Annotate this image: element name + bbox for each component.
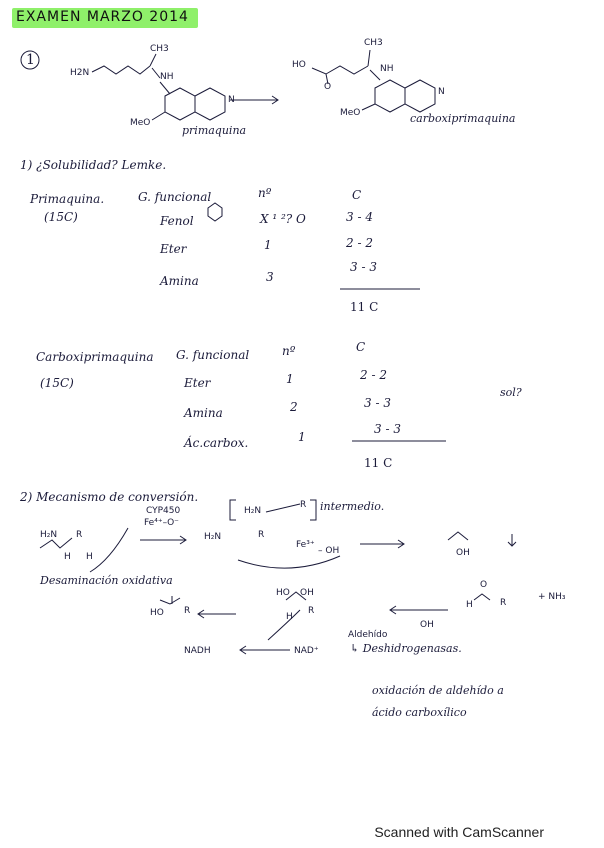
acid-structure [160,598,180,604]
product-nh [370,70,380,80]
primaquina-row-c: 3 - 3 [350,260,377,274]
carboxi-row-c: 3 - 3 [364,396,391,410]
camscanner-watermark: Scanned with CamScanner [374,824,544,840]
mech-label-h2n: H₂N [244,506,262,516]
carboxi-col-group: G. funcional [176,348,250,362]
oxidacion-line-1: oxidación de aldehído a [372,684,504,697]
oxidacion-line-2: ácido carboxílico [372,706,467,719]
bracket-right [310,500,316,520]
carboxi-row-c: 2 - 2 [360,368,387,382]
carboxi-carbons: (15C) [40,376,74,390]
carboxi-row-group: Eter [184,376,211,390]
section2-heading: 2) Mecanismo de conversión. [20,490,199,504]
nh-bond [152,68,160,78]
carbinolamine [448,532,468,540]
meo-bond [152,112,165,120]
mech-label-r: R [258,530,265,540]
primaquina-total: 11 C [350,300,379,314]
primaquina-row-group: Fenol [160,214,194,228]
mech-label-oh: OH [420,620,434,630]
mech-label-o: O [480,580,488,590]
carboxi-row-group: Amina [184,406,223,420]
product-ho: HO [292,60,306,70]
reactant-h2n: H2N [70,68,90,78]
primaquina-row-c: 3 - 4 [346,210,373,224]
phenol-ring [208,203,222,221]
primaquina-col-group: G. funcional [138,190,212,204]
curved-arrow-1 [90,528,128,572]
reactant-ch3: CH3 [150,44,169,54]
mech-label-r: R [184,606,191,616]
mech-label-h2n: H₂N [40,530,58,540]
carboxi-name: Carboxiprimaquina [36,350,154,364]
enzima-label: ↳ Deshidrogenasas. [350,642,462,655]
nad-label: NAD⁺ [294,646,319,656]
carboxi-total: 11 C [364,456,393,470]
curved-arrow-2 [238,556,340,568]
mech-label-h: H [466,600,473,610]
product-ch3: CH3 [364,38,383,48]
aldehido-label: Aldehído [348,630,388,640]
reactant-meo: MeO [130,118,151,128]
intermediate-label: intermedio. [320,500,385,513]
primaquina-row-group: Eter [160,242,187,256]
product-n: N [438,87,445,97]
nadh-label: NADH [184,646,211,656]
carboxi-col-c: C [356,340,366,354]
page-title: EXAMEN MARZO 2014 [16,9,189,25]
mech-label-h: H [286,612,293,622]
cyp-label: CYP450 [146,506,181,516]
primaquina-row-n: 3 [266,270,274,284]
product-o: O [324,82,332,92]
mech-label-oh: OH [300,588,314,598]
fe-mid-label: Fe³⁺ [296,540,315,550]
carboxi-row-n: 2 [290,400,298,414]
primaquina-row-n: X ¹ ²? O [260,212,306,226]
reactant-name: primaquina [182,124,247,137]
product-name: carboxiprimaquina [410,112,516,125]
reactant-n: N [228,95,235,105]
mech-label-r: R [500,598,507,608]
primaquina-col-c: C [352,188,362,202]
methyl-bond [150,54,156,66]
ring-b [195,88,225,120]
product-ring-b [405,80,435,112]
product-meo-bond [362,104,375,110]
carboxi-col-n: nº [282,344,296,358]
mech-label-h: H [64,552,71,562]
mech-label-oh: OH [456,548,470,558]
curved-arrow-3 [268,610,300,640]
section1-heading: 1) ¿Solubilidad? Lemke. [20,158,167,172]
product-chain [312,66,368,74]
carboxi-row-n: 1 [298,430,306,444]
mech-label-h: H [86,552,93,562]
question-number: 1 [26,52,35,68]
primaquine-chain [92,66,150,74]
carboxi-side-note: sol? [500,386,522,399]
carboxi-row-n: 1 [286,372,294,386]
nh3-label: + NH₃ [538,592,566,602]
oh-mid-label: – OH [318,546,340,556]
product-ring-a [375,80,405,112]
desaminacion-label: Desaminación oxidativa [40,574,173,587]
carboxi-row-group: Ác.carbox. [184,436,249,450]
nh-ring-bond [160,82,170,94]
primaquina-name: Primaquina. [30,192,105,206]
primaquina-col-n: nº [258,186,272,200]
mech-label-r: R [308,606,315,616]
mech-label-ho: HO [150,608,164,618]
primaquina-row-group: Amina [160,274,199,288]
fe-top-label: Fe⁴⁺–O⁻ [144,518,179,528]
primaquina-row-c: 2 - 2 [346,236,373,250]
mech-label-h2n: H₂N [204,532,222,542]
mech-label-r: R [76,530,83,540]
aldehyde-structure [474,594,490,600]
carboxi-row-c: 3 - 3 [374,422,401,436]
bracket-left [230,500,236,520]
product-methyl [368,50,370,66]
primaquina-carbons: (15C) [44,210,78,224]
product-nh: NH [380,64,394,74]
primaquina-row-n: 1 [264,238,272,252]
mech-label-ho: HO [276,588,290,598]
mech-label-r: R [300,500,307,510]
reactant-nh: NH [160,72,174,82]
product-meo: MeO [340,108,361,118]
iminium-bond [266,504,300,512]
